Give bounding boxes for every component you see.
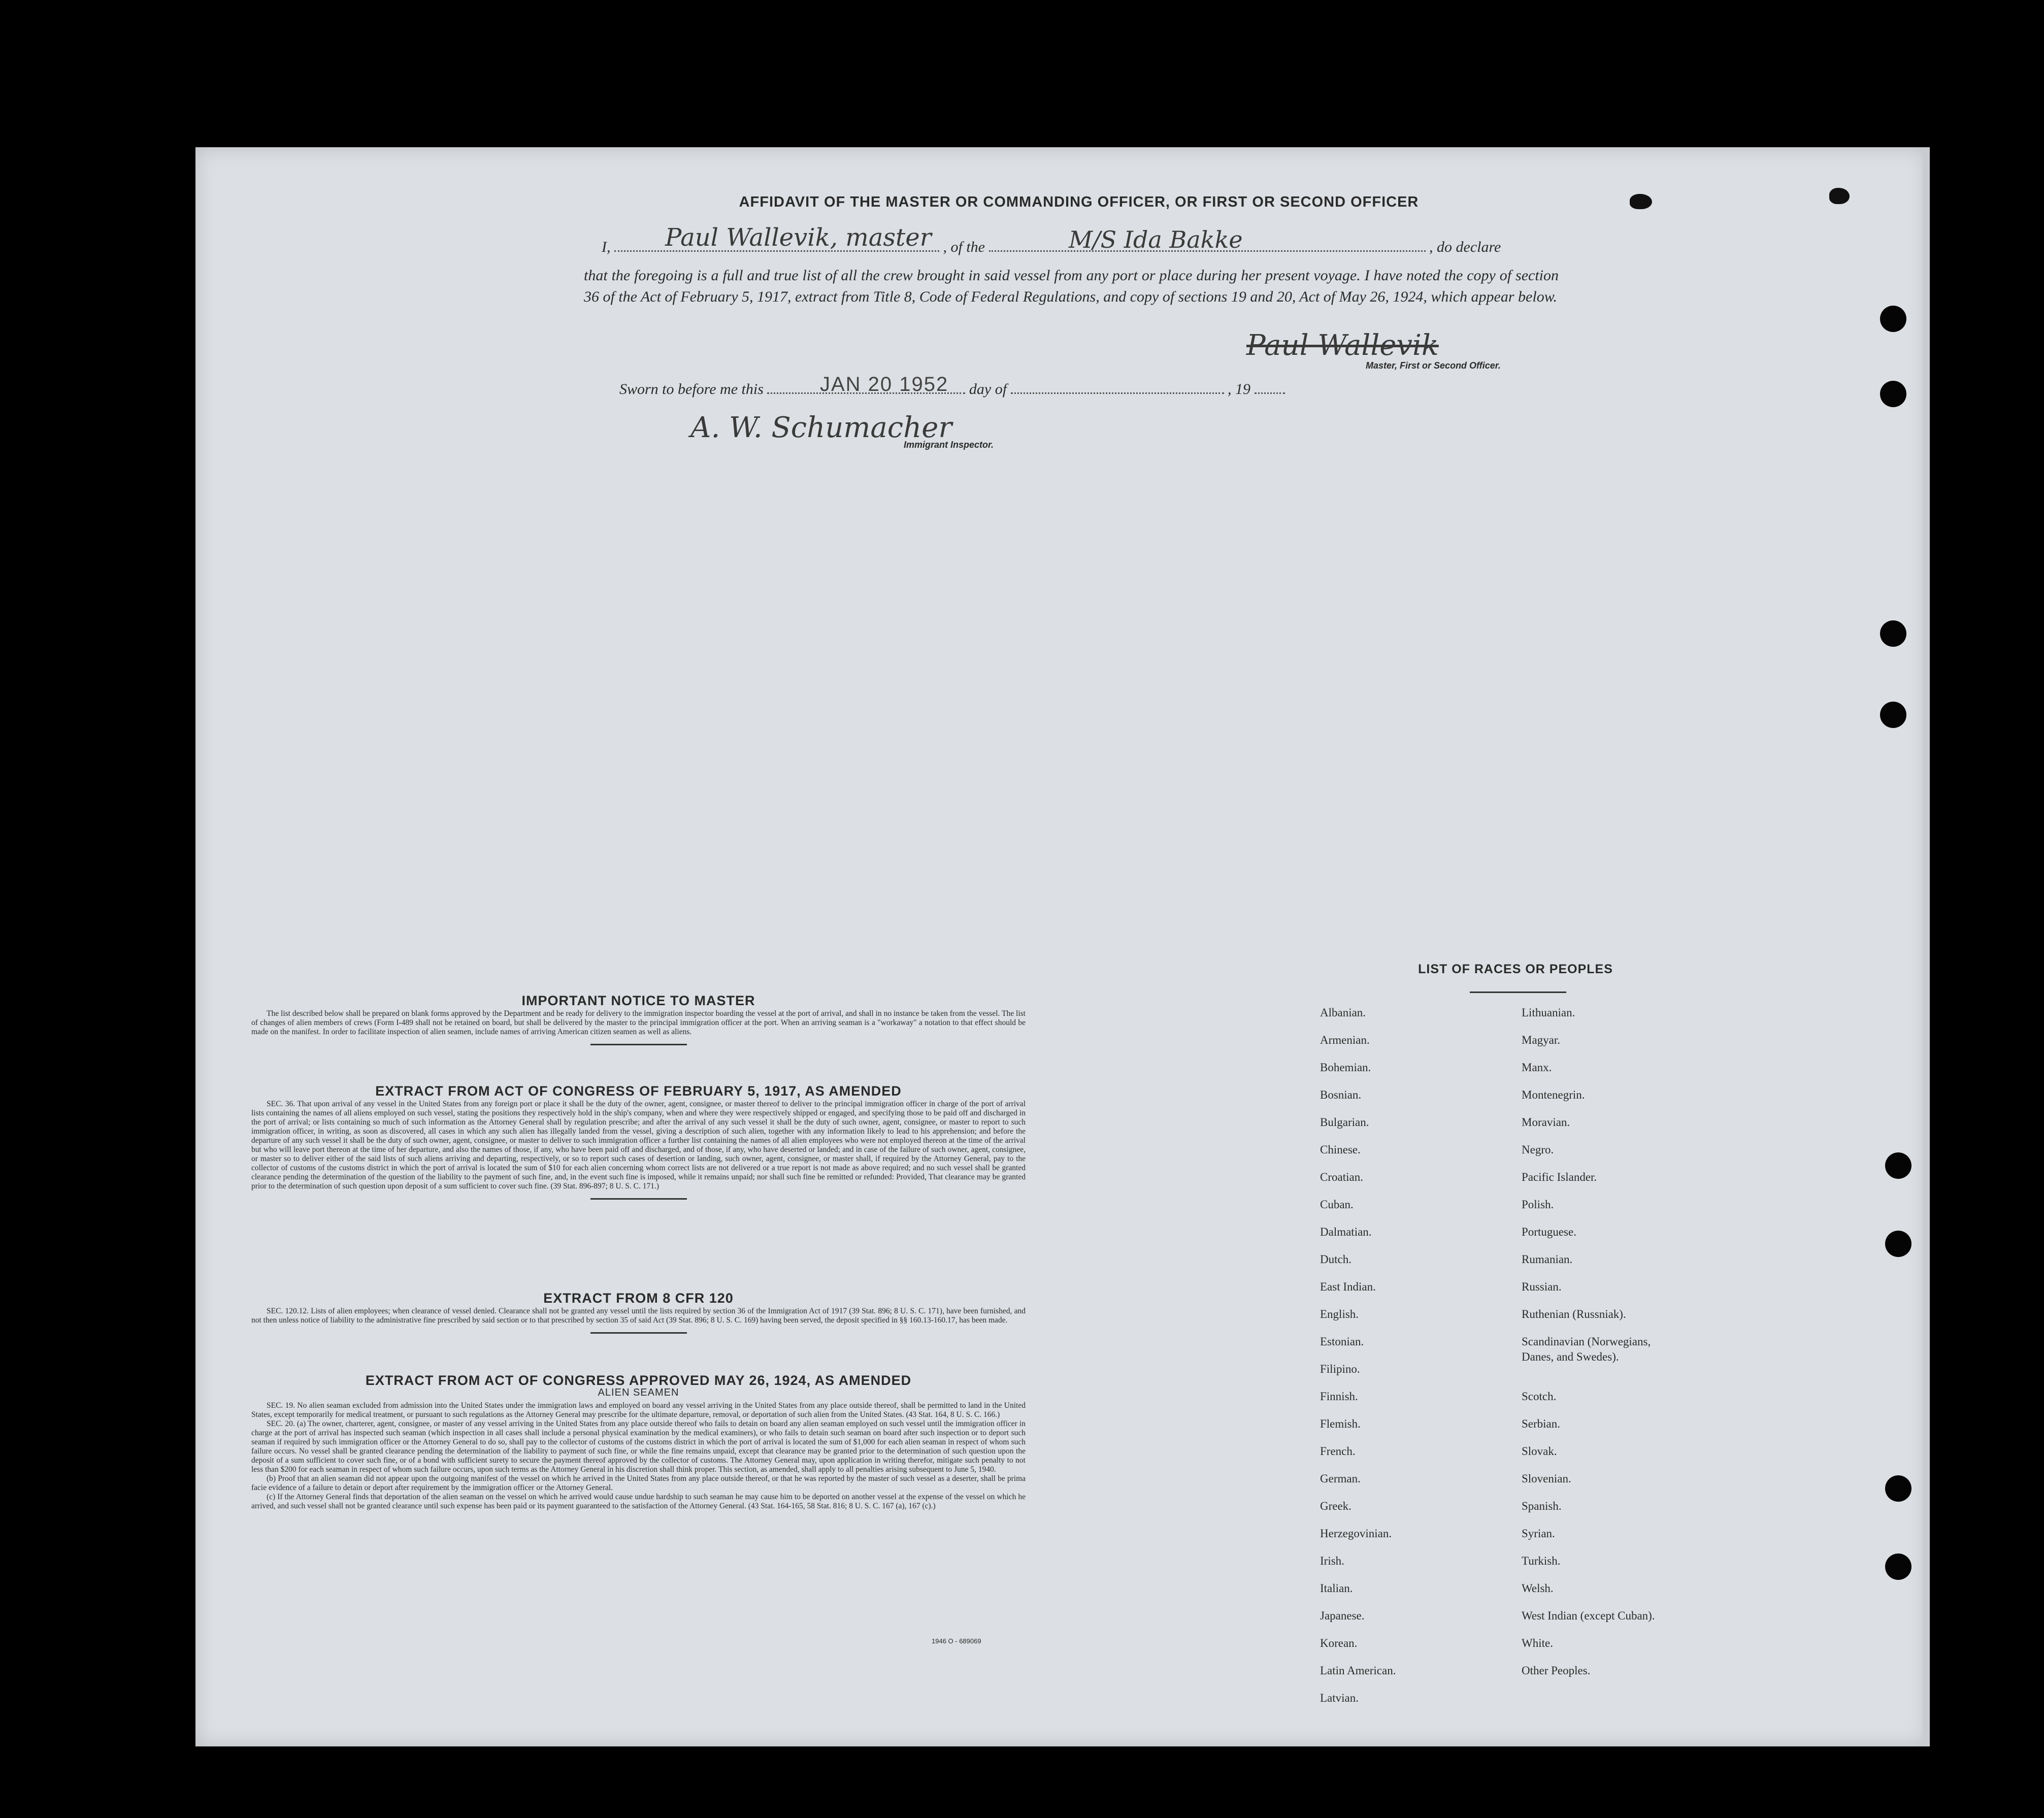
punch-hole	[1885, 1231, 1911, 1257]
race-item: French.	[1320, 1445, 1356, 1458]
race-item: Armenian.	[1320, 1034, 1370, 1046]
race-item: Scotch.	[1522, 1390, 1557, 1403]
race-item: Bulgarian.	[1320, 1116, 1369, 1129]
race-item: Welsh.	[1522, 1582, 1554, 1595]
race-item: Turkish.	[1522, 1555, 1561, 1567]
of-the-text: , of the	[943, 239, 985, 255]
race-item: Manx.	[1522, 1061, 1552, 1074]
race-item: Rumanian.	[1522, 1253, 1573, 1266]
race-item: German.	[1320, 1472, 1361, 1485]
extract-1924	[251, 1373, 1026, 1511]
race-item: Moravian.	[1522, 1116, 1570, 1129]
master-signature: Paul Wallevik	[1246, 329, 1439, 362]
race-item: Chinese.	[1320, 1143, 1361, 1156]
race-item: Croatian.	[1320, 1171, 1363, 1183]
extract-1924-title: EXTRACT FROM ACT OF CONGRESS APPROVED MAY 26, 1924, AS AMENDED	[365, 1373, 912, 1388]
ink-blot	[1829, 188, 1850, 204]
inspector-label: Immigrant Inspector.	[904, 440, 994, 450]
punch-hole	[1885, 1152, 1911, 1179]
sec19-text: SEC. 19. No alien seaman excluded from admission into the United States under the immigration laws and employed on board any vessel arriving in the United States from any place outside thereof, shall be permitted to land in the United States, except temporarily for medical treatment, or pursuant to such regulations as the Attorney General may prescribe for the ultimate departure, removal, or deportation of such alien from the United States. (43 Stat. 164, 8 U. S. C. 166.)	[251, 1401, 1026, 1419]
race-item: Estonian.	[1320, 1335, 1364, 1348]
race-item: English.	[1320, 1308, 1359, 1320]
race-item: Italian.	[1320, 1582, 1353, 1595]
race-item: Other Peoples.	[1522, 1664, 1591, 1677]
races-title: LIST OF RACES OR PEOPLES	[1418, 962, 1613, 976]
races-divider	[1470, 991, 1566, 993]
race-item: Serbian.	[1522, 1417, 1561, 1430]
month-blank	[1011, 392, 1224, 394]
important-notice	[251, 993, 1026, 1045]
divider	[590, 1332, 687, 1334]
race-item: Bohemian.	[1320, 1061, 1371, 1074]
race-item: East Indian.	[1320, 1280, 1376, 1293]
extract-1917-text: SEC. 36. That upon arrival of any vessel in the United States from any foreign port or place it shall be the duty of the owner, agent, consignee, or master thereof to deliver to the principal immigration officer in charge of the port of arrival lists containing the names of all aliens employed on such vessel, stating the positions they respectively hold in the ship's company, when and where they were respectively shipped or engaged, and specifying those to be paid off and discharged in the port of arrival; or lists containing so much of such information as the Attorney General shall by regulation prescribe; and after the arrival of any such vessel it shall be the duty of such owner, agent, consignee, or master to report to such immigration officer, in writing, as soon as discovered, all cases in which any such alien has illegally landed from the vessel, giving a description of such alien, together with any information likely to lead to his apprehension; and before the departure of any such vessel it shall be the duty of such owner, agent, consignee, or master to deliver to such immigration officer a further list containing the names of all alien employees who were not employed thereon at the time of the arrival but who will leave port thereon at the time of her departure, and also the names of those, if any, who have been paid off and discharged, and of those, if any, who have deserted or landed; and in case of the failure of such owner, agent, consignee, or master so to deliver either of the said lists of such aliens arriving and departing, respectively, or so to report such cases of desertion or landing, such owner, agent, consignee, or master shall, if required by the Attorney General, pay to the collector of customs of the customs district in which the port of arrival is located the sum of $10 for each alien concerning whom correct lists are not delivered or a true report is not made as above required; and no such vessel shall be granted clearance pending the determination of the question of the liability to the payment of such fine, and, in the event such fine is imposed, while it remains unpaid; nor shall such fine be remitted or refunded: Provided, That clearance may be granted prior to the determination of such question upon deposit of a sum sufficient to cover such fine. (39 Stat. 896-897; 8 U. S. C. 171.)	[251, 1100, 1026, 1191]
race-item: Finnish.	[1320, 1390, 1358, 1403]
race-item: Syrian.	[1522, 1527, 1555, 1540]
race-item: Cuban.	[1320, 1198, 1354, 1211]
extract-cfr-text: SEC. 120.12. Lists of alien employees; when clearance of vessel denied. Clearance shall not be granted any vessel until the lists required by section 36 of the Immigration Act of 1917 (39 Stat. 896; 8 U. S. C. 171), have been furnished, and not then unless notice of liability to the administrative fine prescribed by said section or to that prescribed by section 35 of said Act (39 Stat. 896; 8 U. S. C. 169) having been served, the deposit specified in §§ 160.13-160.17, has been made.	[251, 1307, 1026, 1325]
race-item: Slovak.	[1522, 1445, 1557, 1458]
sec20a-text: SEC. 20. (a) The owner, charterer, agent, consignee, or master of any vessel arriving in the United States from any place outside thereof who fails to detain on board any alien seaman employed on such vessel until the immigration officer in charge at the port of arrival has inspected such seaman (which inspection in all cases shall include a personal physical examination by the medical examiners), or who fails to detain such seaman on board after such inspection or to deport such seaman if required by such immigration officer or the Attorney General to do so, shall pay to the collector of customs of the customs district in which the port of arrival is located the sum of $1,000 for each alien seaman in respect of whom such failure occurs. No vessel shall be granted clearance pending the determination of the liability to payment of such fine, or while the fine remains unpaid, except that clearance may be granted prior to the determination of such question upon the deposit of a sum sufficient to cover such fine, or of a bond with sufficient surety to secure the payment thereof approved by the collector of customs. The Attorney General may, upon application in writing therefor, mitigate such penalty to not less than $200 for each seaman in respect of whom such failure occurs, upon such terms as the Attorney General in his discretion shall think proper. This section, as amended, shall apply to all penalties arising subsequent to June 5, 1940.	[251, 1419, 1026, 1474]
race-item: Portuguese.	[1522, 1226, 1576, 1238]
race-item: Ruthenian (Russniak).	[1522, 1308, 1626, 1320]
race-item: Flemish.	[1320, 1417, 1361, 1430]
race-item: Polish.	[1522, 1198, 1554, 1211]
race-item: Latin American.	[1320, 1664, 1396, 1677]
race-item: Scandinavian (Norwegians, Danes, and Swedes).	[1522, 1335, 1651, 1363]
race-item: White.	[1522, 1637, 1553, 1649]
race-item: Russian.	[1522, 1280, 1562, 1293]
race-item: Herzegovinian.	[1320, 1527, 1392, 1540]
notice-text: The list described below shall be prepared on blank forms approved by the Department and be ready for delivery to the immigration inspector boarding the vessel at the port of arrival, and shall in no instance be taken from the vessel. The list of changes of alien members of crews (Form I-489 shall not be retained on board, but shall be delivered by the master to the principal immigration officer at the port. When an arriving seaman is a "workaway" a notation to that effect should be made on the manifest. In order to facilitate inspection of alien seamen, include names of arriving American citizen seamen as well as aliens.	[251, 1009, 1026, 1036]
do-declare-text: , do declare	[1429, 239, 1501, 255]
sec20c-text: (c) If the Attorney General finds that deportation of the alien seaman on the vessel on which he arrived would cause undue hardship to such seaman he may cause him to be deported on another vessel at the expense of the vessel on which he arrived, and such vessel shall not be granted clearance until such expense has been paid or its payment guaranteed to the satisfaction of the Attorney General. (43 Stat. 164-165, 58 Stat. 816; 8 U. S. C. 167 (a), 167 (c).)	[251, 1493, 1026, 1510]
race-item: West Indian (except Cuban).	[1522, 1609, 1655, 1622]
race-item: Slovenian.	[1522, 1472, 1571, 1485]
punch-hole	[1885, 1553, 1911, 1580]
notice-title: IMPORTANT NOTICE TO MASTER	[521, 993, 755, 1008]
race-item: Greek.	[1320, 1500, 1351, 1512]
divider	[590, 1198, 687, 1200]
race-item: Lithuanian.	[1522, 1006, 1575, 1019]
race-item: Filipino.	[1320, 1363, 1360, 1375]
affidavit-title: AFFIDAVIT OF THE MASTER OR COMMANDING OFFICER, OR FIRST OR SECOND OFFICER	[739, 194, 1419, 210]
race-item: Latvian.	[1320, 1692, 1359, 1704]
sec20b-text: (b) Proof that an alien seaman did not appear upon the outgoing manifest of the vessel on which he arrived in the United States from any place outside thereof, or that he was reported by the master of such vessel as a deserter, shall be prima facie evidence of a failure to detain or deport after requirement by the immigration officer or the Attorney General.	[251, 1474, 1026, 1492]
races-column-1	[1320, 1005, 1396, 1718]
year-prefix: , 19	[1228, 381, 1251, 398]
race-item: Albanian.	[1320, 1006, 1366, 1019]
document-sheet	[195, 147, 1927, 1746]
punch-hole	[1880, 306, 1906, 332]
year-blank	[1255, 392, 1285, 394]
print-code: 1946 O - 689069	[932, 1637, 981, 1645]
extract-1924-subtitle: ALIEN SEAMEN	[598, 1387, 679, 1398]
race-item	[1522, 1362, 1655, 1389]
race-item: Japanese.	[1320, 1609, 1365, 1622]
sworn-text: Sworn to before me this	[619, 381, 764, 398]
master-label: Master, First or Second Officer.	[1366, 360, 1501, 371]
race-item: Negro.	[1522, 1143, 1554, 1156]
race-item: Korean.	[1320, 1637, 1358, 1649]
sworn-line	[619, 381, 1285, 398]
handwritten-master-name: Paul Wallevik, master	[665, 223, 932, 252]
race-item: Dalmatian.	[1320, 1226, 1372, 1238]
punch-hole	[1880, 702, 1906, 728]
race-item: Spanish.	[1522, 1500, 1562, 1512]
race-item: Bosnian.	[1320, 1088, 1362, 1101]
race-item: Irish.	[1320, 1555, 1344, 1567]
race-item: Montenegrin.	[1522, 1088, 1585, 1101]
punch-hole	[1880, 620, 1906, 647]
extract-1917	[251, 1083, 1026, 1200]
races-column-2	[1522, 1005, 1655, 1691]
declaration-prefix: I,	[602, 239, 611, 255]
day-of-text: day of	[969, 381, 1007, 398]
affidavit-body: that the foregoing is a full and true list of all the crew brought in said vessel from any port or place during her present voyage. I have noted the copy of section 36 of the Act of February 5, 1917, extract from Title 8, Code of Federal Regulations, and copy of sections 19 and 20, Act of May 26, 1924, which appear below.	[584, 267, 1559, 305]
divider	[590, 1044, 687, 1045]
ink-blot	[1630, 194, 1652, 209]
extract-cfr	[251, 1291, 1026, 1334]
extract-cfr-title: EXTRACT FROM 8 CFR 120	[543, 1291, 734, 1306]
race-item: Magyar.	[1522, 1034, 1561, 1046]
punch-hole	[1880, 381, 1906, 407]
extract-1917-title: EXTRACT FROM ACT OF CONGRESS OF FEBRUARY 5, 1917, AS AMENDED	[375, 1083, 902, 1099]
handwritten-vessel-name: M/S Ida Bakke	[1069, 226, 1243, 253]
inspector-signature: A. W. Schumacher	[690, 411, 952, 444]
date-stamp: JAN 20 1952	[820, 373, 949, 395]
race-item: Dutch.	[1320, 1253, 1351, 1266]
race-item: Pacific Islander.	[1522, 1171, 1597, 1183]
punch-hole	[1885, 1475, 1911, 1502]
